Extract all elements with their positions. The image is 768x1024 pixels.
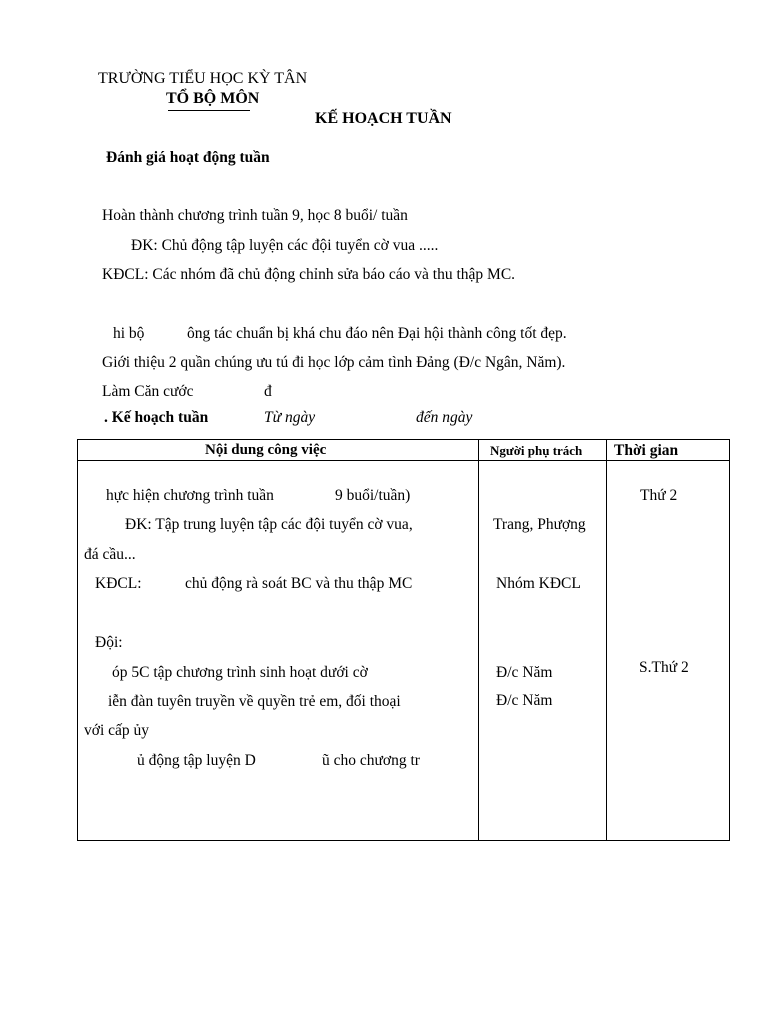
- table-header-row: [78, 440, 730, 461]
- content-line: Đội:: [95, 634, 123, 651]
- column-header: [78, 440, 479, 461]
- content-line: 9 buổi/tuần): [335, 487, 411, 504]
- review-line: đ: [264, 383, 272, 400]
- person-entry: Đ/c Năm: [496, 692, 553, 709]
- review-heading: Đánh giá hoạt động tuần: [106, 149, 270, 166]
- school-name: TRƯỜNG TIỂU HỌC KỲ TÂN: [98, 70, 308, 87]
- plan-table: [77, 439, 730, 841]
- content-line: ĐK: Tập trung luyện tập các đội tuyển cờ vua,: [125, 516, 413, 533]
- review-line: ĐK: Chủ động tập luyện các đội tuyển cờ vua .....: [131, 237, 439, 254]
- time-cell: [607, 461, 730, 841]
- plan-to-date: đến ngày: [416, 409, 473, 426]
- department-underline: [168, 110, 250, 111]
- department-name: TỔ BỘ MÔN: [166, 90, 260, 107]
- page-title: KẾ HOẠCH TUẦN: [315, 110, 452, 127]
- person-entry: Nhóm KĐCL: [496, 575, 581, 592]
- review-line: ông tác chuẩn bị khá chu đáo nên Đại hội thành công tốt đẹp.: [187, 325, 567, 342]
- column-header: [607, 440, 730, 461]
- content-line: với cấp ủy: [84, 722, 150, 739]
- content-line: óp 5C tập chương trình sinh hoạt dưới cờ: [112, 664, 368, 681]
- time-entry: S.Thứ 2: [639, 659, 689, 676]
- column-header: [479, 440, 607, 461]
- plan-heading: . Kế hoạch tuần: [104, 409, 209, 426]
- column-header-time: Thời gian: [614, 442, 679, 459]
- column-header-person: Người phụ trách: [490, 443, 583, 458]
- review-line: KĐCL: Các nhóm đã chủ động chỉnh sửa báo cáo và thu thập MC.: [102, 266, 516, 283]
- table-row: [78, 461, 730, 841]
- person-entry: Trang, Phượng: [493, 516, 586, 533]
- review-line: Hoàn thành chương trình tuần 9, học 8 buổi/ tuần: [102, 207, 408, 224]
- content-line: ủ động tập luyện D: [137, 752, 256, 769]
- column-header-content: Nội dung công việc: [205, 442, 327, 458]
- content-line: đá cầu...: [84, 546, 136, 563]
- content-line: hực hiện chương trình tuần: [106, 487, 274, 504]
- plan-from-date: Từ ngày: [264, 409, 316, 426]
- content-line: chủ động rà soát BC và thu thập MC: [185, 575, 413, 592]
- review-line: hi bộ: [113, 325, 145, 342]
- person-cell: [479, 461, 607, 841]
- review-line: Làm Căn cước: [102, 383, 194, 400]
- content-cell: [78, 461, 479, 841]
- review-line: Giới thiệu 2 quần chúng ưu tú đi học lớp cảm tình Đảng (Đ/c Ngân, Năm).: [102, 354, 566, 371]
- content-line: iễn đàn tuyên truyền về quyền trẻ em, đối thoại: [108, 693, 401, 710]
- time-entry: Thứ 2: [640, 487, 678, 504]
- content-line: ũ cho chương tr: [322, 752, 420, 769]
- person-entry: Đ/c Năm: [496, 664, 553, 681]
- content-line: KĐCL:: [95, 575, 142, 592]
